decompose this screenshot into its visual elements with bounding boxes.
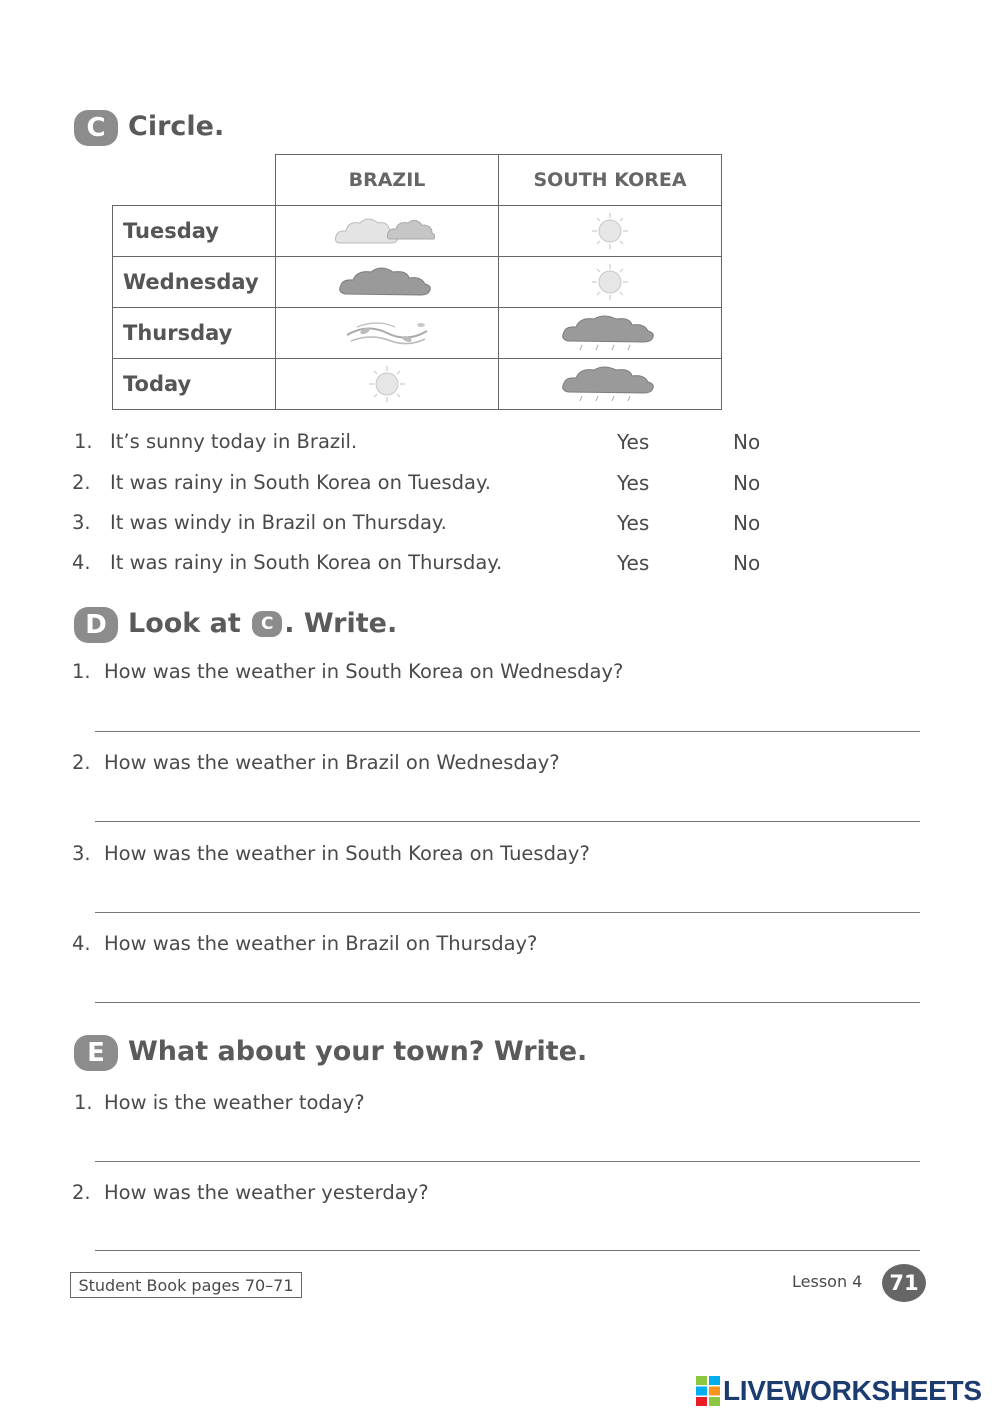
rainy-icon [499,358,722,409]
lesson-label: Lesson 4 [792,1272,863,1291]
day-label: Thursday [113,307,276,358]
statement-text: It was rainy in South Korea on Tuesday. [110,471,491,494]
statement-number: 4. [72,551,91,574]
windy-icon [276,307,499,358]
table-corner [113,155,276,206]
question-text: How was the weather in South Korea on Tuesday? [104,842,590,865]
table-row [113,256,722,307]
yes-option[interactable]: Yes [617,471,650,495]
answer-line[interactable] [95,1161,920,1162]
statement-number: 2. [72,471,91,494]
question-number: 2. [72,1181,91,1204]
yes-option[interactable]: Yes [617,551,650,575]
day-label: Today [113,358,276,409]
question-number: 1. [72,660,91,683]
page-number: 71 [882,1264,926,1302]
answer-line[interactable] [95,731,920,732]
answer-line[interactable] [95,912,920,913]
question-text: How was the weather in Brazil on Wednesday? [104,751,560,774]
section-c-title: Circle. [128,111,225,142]
statement-text: It was rainy in South Korea on Thursday. [110,551,503,574]
cloudy-icon [276,256,499,307]
answer-line[interactable] [95,1002,920,1003]
question-text: How was the weather in South Korea on Wednesday? [104,660,624,683]
section-d-title [128,608,397,639]
question-number: 1. [74,1091,93,1114]
day-label: Tuesday [113,205,276,256]
question-text: How was the weather in Brazil on Thursday? [104,932,538,955]
no-option[interactable]: No [733,551,761,575]
table-row [113,307,722,358]
no-option[interactable]: No [733,511,761,535]
sunny-icon [276,358,499,409]
rainy-icon [499,307,722,358]
yes-option[interactable]: Yes [617,511,650,535]
statement-text: It was windy in Brazil on Thursday. [110,511,447,534]
yes-option[interactable]: Yes [617,430,650,454]
section-c-badge: C [74,110,118,146]
statement-text: It’s sunny today in Brazil. [110,430,358,453]
sunny-icon [499,205,722,256]
statement-number: 1. [74,430,93,453]
liveworksheets-watermark [696,1375,982,1407]
day-label: Wednesday [113,256,276,307]
question-number: 4. [72,932,91,955]
no-option[interactable]: No [733,430,761,454]
question-text: How was the weather yesterday? [104,1181,429,1204]
header-brazil: BRAZIL [276,155,499,206]
statement-number: 3. [72,511,91,534]
no-option[interactable]: No [733,471,761,495]
weather-table [112,154,722,410]
question-number: 2. [72,751,91,774]
table-row [113,358,722,409]
header-south-korea: SOUTH KOREA [499,155,722,206]
question-text: How is the weather today? [104,1091,365,1114]
answer-line[interactable] [95,1250,920,1251]
liveworksheets-logo-icon [696,1376,720,1406]
answer-line[interactable] [95,821,920,822]
table-row [113,205,722,256]
question-number: 3. [72,842,91,865]
book-reference: Student Book pages 70–71 [70,1272,302,1298]
section-c-ref-badge: C [252,611,282,637]
section-e-title: What about your town? Write. [128,1036,588,1067]
section-d-badge: D [74,607,118,643]
section-d-title-post: . Write. [284,608,398,639]
sunny-icon [499,256,722,307]
section-d-title-pre: Look at [128,608,241,639]
section-e-badge: E [74,1035,118,1071]
liveworksheets-text: LIVEWORKSHEETS [723,1375,982,1406]
cloudy-icon [276,205,499,256]
